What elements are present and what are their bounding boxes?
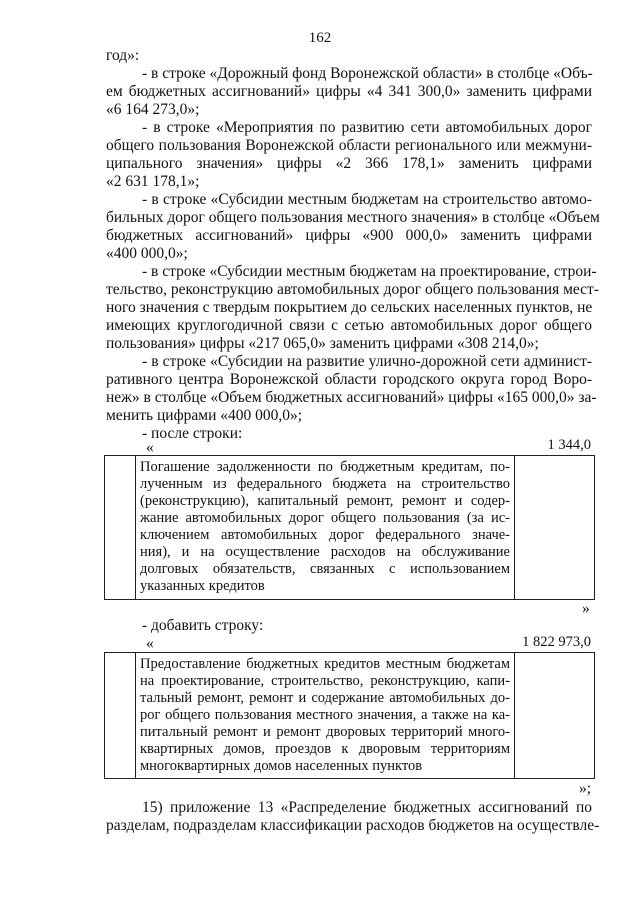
close-quote: »; bbox=[579, 780, 592, 797]
add-line-instruction: - добавить строку: bbox=[142, 617, 264, 634]
text-line: - после строки: bbox=[142, 425, 243, 442]
text-line: - в строке «Мероприятия по развитию сети автомобильных дорог bbox=[142, 119, 592, 136]
text-line: год»: bbox=[106, 47, 140, 64]
text-line: тельство, реконструкцию автомобильных дорог общего пользования мест- bbox=[106, 281, 599, 298]
table-amount: 1 344,0 bbox=[547, 437, 591, 453]
table-text-line: лученным из федерального бюджета на строительство bbox=[140, 476, 510, 492]
table-cell-description bbox=[136, 456, 515, 599]
table-text-line: квартирных домов, проездов к дворовым территориям bbox=[140, 741, 510, 757]
table-text-line: долговых обязательств, связанных с использованием bbox=[140, 561, 510, 577]
text-line: «6 164 273,0»; bbox=[106, 101, 200, 118]
table-text-line: рог общего пользования местного значения, а также на ка- bbox=[140, 707, 510, 723]
text-line: ципального значения» цифры «2 366 178,1» заменить цифрами bbox=[106, 155, 592, 172]
table-text-line: указанных кредитов bbox=[140, 578, 265, 594]
text-line: ративного центра Воронежской области городского округа город Воро- bbox=[106, 371, 592, 388]
open-quote: « bbox=[146, 439, 154, 456]
open-quote: « bbox=[146, 635, 154, 652]
text-line: ного значения с твердым покрытием до сельских населенных пунктов, не bbox=[106, 299, 593, 316]
table-text-line: Предоставление бюджетных кредитов местным бюджетам bbox=[140, 656, 510, 672]
table-text-line: (реконструкцию), капитальный ремонт, ремонт и содер- bbox=[140, 493, 510, 509]
table-text-line: ключением автомобильных дорог федерального значе- bbox=[140, 527, 510, 543]
table-text-line: на проектирование, строительство, реконструкцию, капи- bbox=[140, 673, 510, 689]
text-line: бильных дорог общего пользования местного значения» в столбце «Объем bbox=[106, 209, 600, 226]
text-line: - в строке «Субсидии местным бюджетам на проектирование, строи- bbox=[142, 263, 597, 280]
table-added-row bbox=[104, 634, 595, 779]
text-line: - в строке «Дорожный фонд Воронежской области» в столбце «Объ- bbox=[142, 65, 593, 82]
table-text-line: жание автомобильных дорог общего пользования (за ис- bbox=[140, 510, 510, 526]
text-line: - в строке «Субсидии местным бюджетам на строительство автомо- bbox=[142, 191, 592, 208]
table-cell-code bbox=[105, 456, 136, 599]
text-line: «2 631 178,1»; bbox=[106, 173, 200, 190]
text-line: ем бюджетных ассигнований» цифры «4 341 300,0» заменить цифрами bbox=[106, 83, 592, 100]
text-line: «400 000,0»; bbox=[106, 245, 188, 262]
text-line: 15) приложение 13 «Распределение бюджетных ассигнований по bbox=[142, 799, 592, 816]
table-text-line: питальный ремонт и ремонт дворовых территорий много- bbox=[140, 724, 510, 740]
table-text-line: ния), и на осуществление расходов на обслуживание bbox=[140, 544, 510, 560]
text-line: - в строке «Субсидии на развитие улично-дорожной сети админист- bbox=[142, 353, 592, 370]
text-line: имеющих круглогодичной связи с сетью автомобильных дорог общего bbox=[106, 317, 592, 334]
page-number: 162 bbox=[308, 30, 332, 46]
text-line: пользования» цифры «217 065,0» заменить цифрами «308 214,0»; bbox=[106, 335, 539, 352]
text-line: неж» в столбце «Объем бюджетных ассигнований» цифры «165 000,0» за- bbox=[106, 389, 597, 406]
close-quote: » bbox=[582, 600, 590, 617]
table-text-line: многоквартирных домов населенных пунктов bbox=[140, 758, 423, 774]
table-existing-row bbox=[104, 437, 595, 600]
text-line: разделам, подразделам классификации расходов бюджетов на осуществле- bbox=[106, 817, 600, 834]
table-amount: 1 822 973,0 bbox=[522, 634, 591, 650]
table-text-line: тальный ремонт, ремонт и содержание автомобильных до- bbox=[140, 690, 510, 706]
text-line: бюджетных ассигнований» цифры «900 000,0» заменить цифрами bbox=[106, 227, 592, 244]
table-text-line: Погашение задолженности по бюджетным кредитам, по- bbox=[140, 459, 510, 475]
text-line: общего пользования Воронежской области регионального или межмуни- bbox=[106, 137, 592, 154]
table-cell-code bbox=[105, 653, 136, 778]
table-cell-description bbox=[136, 653, 515, 778]
text-line: менить цифрами «400 000,0»; bbox=[106, 407, 303, 424]
